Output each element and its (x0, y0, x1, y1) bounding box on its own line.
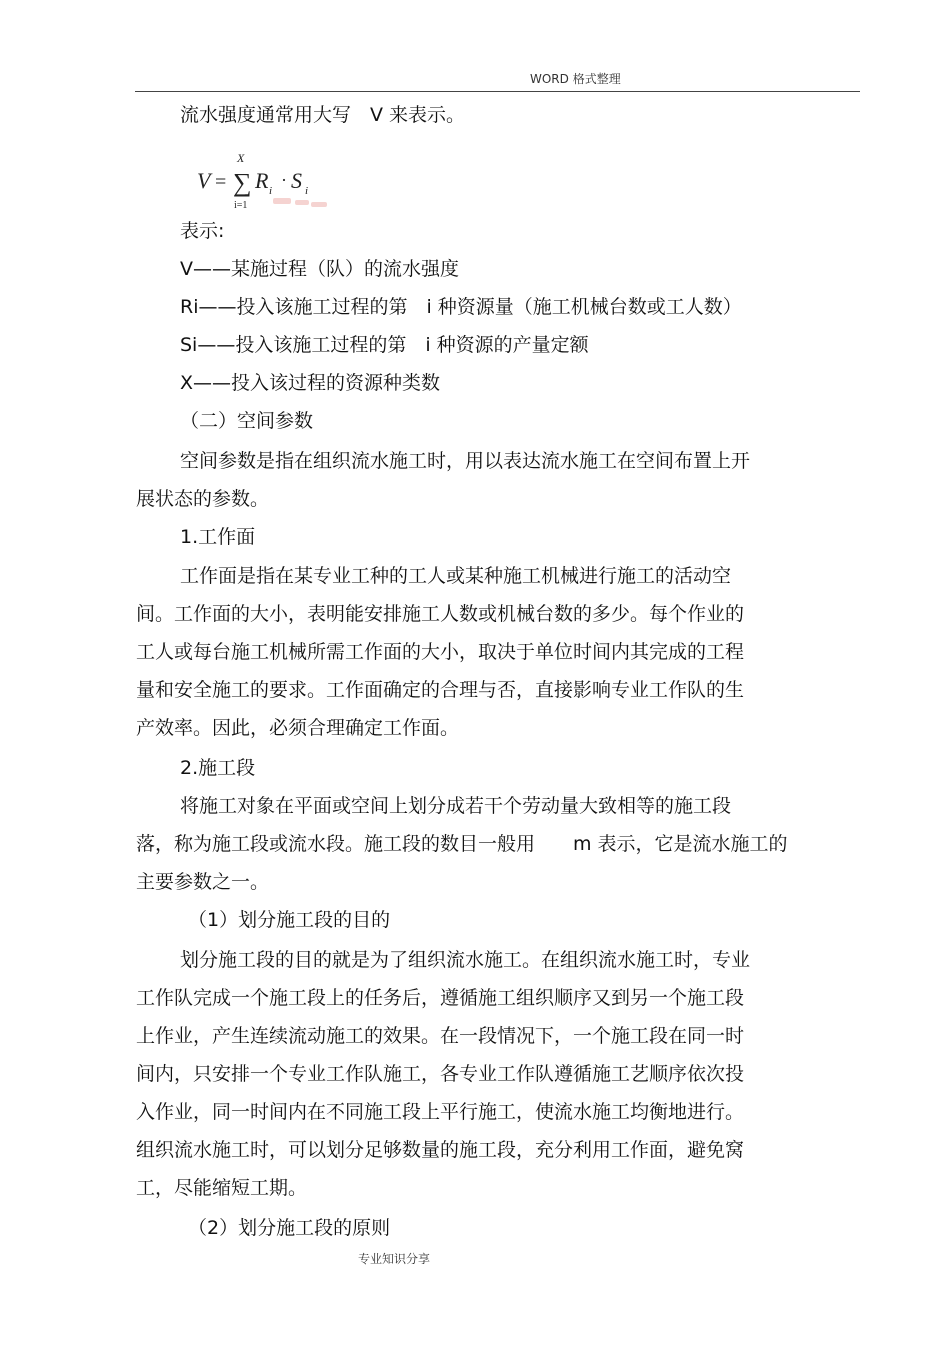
formula-r: R (255, 168, 269, 193)
paragraph-line: 工人或每台施工机械所需工作面的大小，取决于单位时间内其完成的工程 (136, 641, 745, 663)
paragraph-line: 划分施工段的目的就是为了组织流水施工。在组织流水施工时，专业 (180, 949, 751, 971)
paragraph-line: 间内，只安排一个专业工作队施工，各专业工作队遵循施工艺顺序依次投 (136, 1063, 745, 1085)
formula-r-subscript: i (269, 185, 273, 197)
paragraph-line: 间。工作面的大小，表明能安排施工人数或机械台数的多少。每个作业的 (136, 603, 745, 625)
paragraph-line: 入作业，同一时间内在不同施工段上平行施工，使流水施工均衡地进行。 (136, 1101, 745, 1123)
formula-dot: · (281, 170, 287, 190)
formula-s-subscript: i (305, 185, 309, 197)
subsection-heading-principles: （2）划分施工段的原则 (188, 1217, 391, 1239)
paragraph-line: 将施工对象在平面或空间上划分成若干个劳动量大致相等的施工段 (180, 795, 732, 817)
paragraph-line: 工，尽能缩短工期。 (136, 1177, 308, 1199)
legend-v: V——某施过程（队）的流水强度 (180, 258, 459, 280)
page-header: WORD 格式整理 (530, 72, 621, 86)
paragraph-line: 落，称为施工段或流水段。施工段的数目一般用 m 表示，它是流水施工的 (136, 833, 788, 855)
formula-upper-limit: X (237, 151, 245, 165)
paragraph-line: 上作业，产生连续流动施工的效果。在一段情况下，一个施工段在同一时 (136, 1025, 745, 1047)
formula-sum-sign: ∑ (233, 168, 252, 197)
paragraph-line: 组织流水施工时，可以划分足够数量的施工段，充分利用工作面，避免窝 (136, 1139, 745, 1161)
intro-line: 流水强度通常用大写 V 来表示。 (180, 104, 466, 126)
section-heading-spatial: （二）空间参数 (180, 410, 314, 432)
formula-equals: = (215, 171, 227, 193)
legend-ri: Ri——投入该施工过程的第 i 种资源量（施工机械台数或工人数） (180, 296, 742, 318)
paragraph-line: 量和安全施工的要求。工作面确定的合理与否，直接影响专业工作队的生 (136, 679, 745, 701)
section-heading-workface: 1.工作面 (180, 526, 256, 548)
formula-lhs: V (197, 168, 211, 193)
paragraph-line: 工作面是指在某专业工种的工人或某种施工机械进行施工的活动空 (180, 565, 732, 587)
paragraph-line: 产效率。因此，必须合理确定工作面。 (136, 717, 460, 739)
paragraph-line: 空间参数是指在组织流水施工时，用以表达流水施工在空间布置上开 (180, 450, 751, 472)
paragraph-line: 主要参数之一。 (136, 871, 270, 893)
section-heading-segments: 2.施工段 (180, 757, 256, 779)
formula-watermark (273, 198, 327, 207)
flow-intensity-formula (195, 148, 335, 214)
legend-si: Si——投入该施工过程的第 i 种资源的产量定额 (180, 334, 589, 356)
header-divider (135, 91, 860, 92)
page-footer: 专业知识分享 (358, 1252, 431, 1266)
paragraph-line: 展状态的参数。 (136, 488, 270, 510)
legend-x: X——投入该过程的资源种类数 (180, 372, 441, 394)
formula-lower-limit: i=1 (234, 200, 248, 211)
paragraph-line: 工作队完成一个施工段上的任务后，遵循施工组织顺序又到另一个施工段 (136, 987, 745, 1009)
formula-s: S (291, 168, 302, 193)
legend-heading: 表示: (180, 220, 225, 242)
subsection-heading-purpose: （1）划分施工段的目的 (188, 909, 391, 931)
